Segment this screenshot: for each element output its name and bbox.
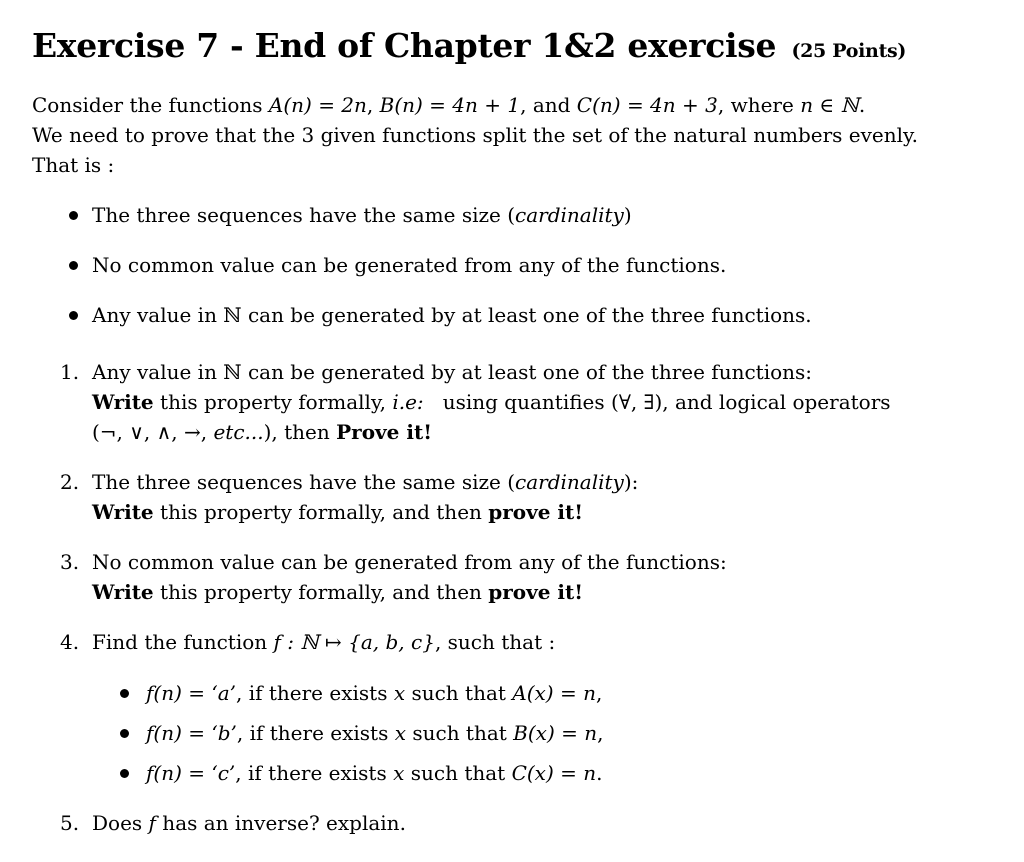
question-1-line-3 xyxy=(92,420,432,444)
question-3-number: 3. xyxy=(60,550,80,574)
function-b: B(n) = 4n + 1 xyxy=(379,93,521,117)
function-f: f xyxy=(148,811,156,835)
question-text: this property formally, and then xyxy=(153,500,489,524)
question-2-line-1 xyxy=(92,470,638,494)
question-text: Does xyxy=(92,811,149,835)
intro-text: , where xyxy=(717,93,801,117)
intro-sep: , xyxy=(366,93,380,117)
prove-label: prove it! xyxy=(488,580,584,604)
case-c xyxy=(146,761,602,785)
bullet-dot xyxy=(120,729,129,738)
question-5-number: 5. xyxy=(60,811,80,835)
case-var: x xyxy=(394,721,406,745)
function-a: A(n) = 2n xyxy=(268,93,367,117)
intro-text: Consider the functions xyxy=(32,93,269,117)
case-text: , if there exists xyxy=(236,721,395,745)
write-label: Write xyxy=(92,390,154,414)
case-text: , xyxy=(597,721,604,745)
write-label: Write xyxy=(92,500,154,524)
property-1 xyxy=(92,203,632,227)
question-5-line-1 xyxy=(92,811,406,835)
case-text: such that xyxy=(405,721,514,745)
property-emphasis: cardinality xyxy=(515,203,624,227)
function-signature: f : ℕ ↦ {a, b, c} xyxy=(273,630,435,654)
write-label: Write xyxy=(92,580,154,604)
question-text: Find the function xyxy=(92,630,274,654)
case-var: x xyxy=(393,681,406,705)
question-text: this property formally, and then xyxy=(153,580,489,604)
bullet-dot xyxy=(69,211,78,220)
question-text: ), then xyxy=(263,420,337,444)
bullet-dot xyxy=(120,689,129,698)
case-condition: B(x) = n xyxy=(513,721,598,745)
case-text: , xyxy=(595,681,603,705)
question-1-number: 1. xyxy=(60,360,80,384)
intro-text: . xyxy=(858,93,866,117)
question-text: ): xyxy=(623,470,639,494)
bullet-dot xyxy=(120,769,129,778)
cardinality-emphasis: cardinality xyxy=(515,470,624,494)
case-text: such that xyxy=(405,681,513,705)
intro-line-1 xyxy=(32,93,865,117)
title-points: (25 Points) xyxy=(791,40,907,62)
property-text: ) xyxy=(623,203,632,227)
question-2-line-2 xyxy=(92,500,583,524)
etc-emphasis: etc... xyxy=(213,420,264,444)
question-2-number: 2. xyxy=(60,470,80,494)
operators-text: (¬, ∨, ∧, →, xyxy=(92,420,214,444)
question-text: has an inverse? explain. xyxy=(155,811,406,835)
case-b xyxy=(146,721,603,745)
question-3-line-2 xyxy=(92,580,583,604)
case-a xyxy=(146,681,602,705)
question-text: using quantifies (∀, ∃), and logical operators xyxy=(423,390,891,414)
property-3: Any value in ℕ can be generated by at least one of the three functions. xyxy=(92,303,812,327)
prove-label: prove it! xyxy=(488,500,584,524)
question-text: The three sequences have the same size ( xyxy=(92,470,516,494)
case-text: . xyxy=(596,761,603,785)
bullet-dot xyxy=(69,261,78,270)
intro-line-3: That is : xyxy=(32,153,115,177)
intro-sep: , and xyxy=(520,93,577,117)
question-1-line-2 xyxy=(92,390,891,414)
function-c: C(n) = 4n + 3 xyxy=(576,93,718,117)
question-text: this property formally, xyxy=(153,390,393,414)
question-4-line-1 xyxy=(92,630,555,654)
exercise-title xyxy=(32,26,906,65)
question-1-line-1: Any value in ℕ can be generated by at least one of the three functions: xyxy=(92,360,813,384)
bullet-dot xyxy=(69,311,78,320)
case-text: , if there exists xyxy=(235,761,394,785)
case-text: , if there exists xyxy=(236,681,394,705)
case-lhs: f(n) = ‘a’ xyxy=(146,681,236,705)
case-text: such that xyxy=(404,761,512,785)
property-2: No common value can be generated from any of the functions. xyxy=(92,253,727,277)
question-text: , such that : xyxy=(434,630,556,654)
case-lhs: f(n) = ‘b’ xyxy=(146,721,237,745)
title-main: Exercise 7 - End of Chapter 1&2 exercise xyxy=(32,26,777,65)
intro-line-2: We need to prove that the 3 given functions split the set of the natural numbers evenly. xyxy=(32,123,919,147)
property-text: The three sequences have the same size ( xyxy=(92,203,516,227)
question-4-number: 4. xyxy=(60,630,80,654)
question-3-line-1: No common value can be generated from any of the functions: xyxy=(92,550,727,574)
case-condition: C(x) = n xyxy=(511,761,597,785)
case-condition: A(x) = n xyxy=(512,681,596,705)
prove-label: Prove it! xyxy=(336,420,432,444)
domain-naturals: n ∈ ℕ xyxy=(800,93,859,117)
ie-emphasis: i.e: xyxy=(392,390,424,414)
case-var: x xyxy=(393,761,405,785)
case-lhs: f(n) = ‘c’ xyxy=(146,761,236,785)
